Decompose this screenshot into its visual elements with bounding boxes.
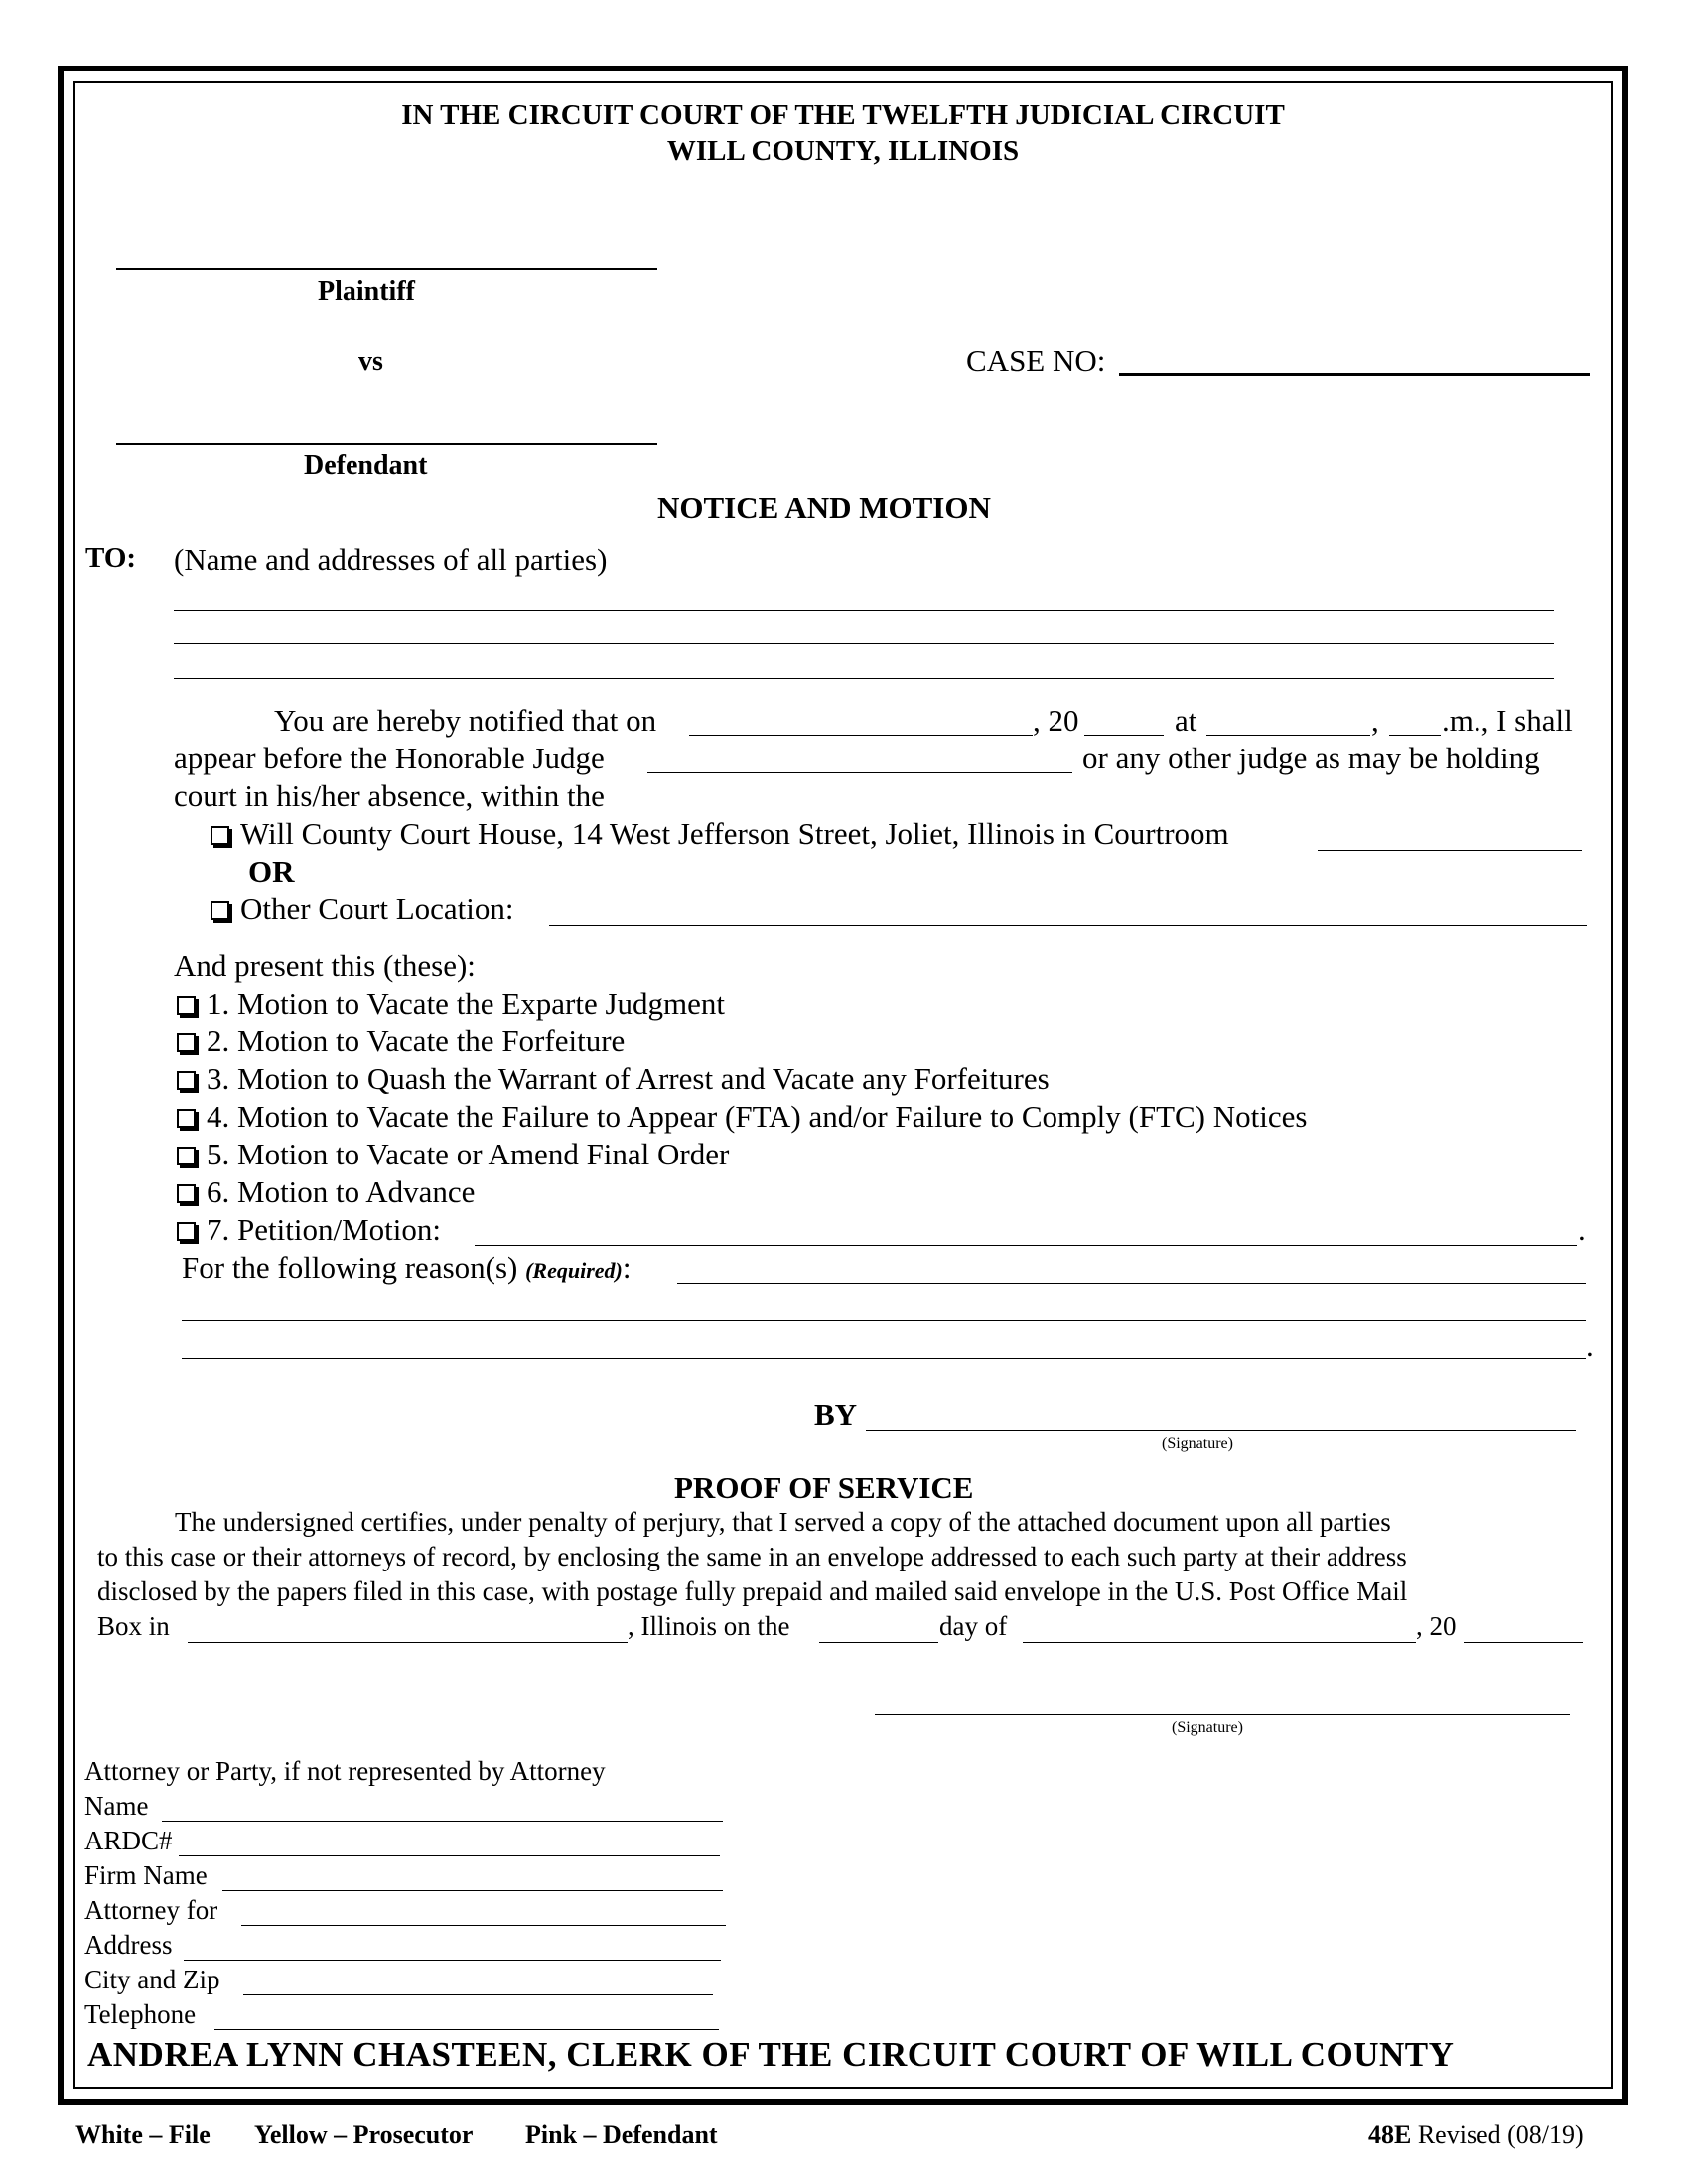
proof-line-3: disclosed by the papers filed in this case, with postage fully prepaid and mailed said envelope in the U.S. Post Office Mail bbox=[97, 1576, 1408, 1606]
movant-signature-field[interactable] bbox=[866, 1430, 1576, 1431]
reasons-label bbox=[182, 1250, 632, 1286]
judge-field[interactable] bbox=[647, 772, 1072, 773]
ardc-field[interactable] bbox=[179, 1855, 720, 1856]
service-month-field[interactable] bbox=[1023, 1642, 1416, 1643]
proof-illinois-on: , Illinois on the bbox=[628, 1611, 790, 1641]
county-heading: WILL COUNTY, ILLINOIS bbox=[666, 135, 1020, 167]
notice-text-2: appear before the Honorable Judge bbox=[174, 741, 605, 775]
ampm-field[interactable] bbox=[1389, 735, 1441, 736]
present-label: And present this (these): bbox=[174, 948, 476, 983]
telephone-label: Telephone bbox=[84, 1999, 197, 2029]
courthouse-label: Will County Court House, 14 West Jefferson Street, Joliet, Illinois in Courtroom bbox=[240, 816, 1229, 851]
proof-year-text: , 20 bbox=[1416, 1611, 1457, 1641]
parties-line-2[interactable] bbox=[174, 643, 1554, 644]
copy-yellow: Yellow – Prosecutor bbox=[254, 2120, 474, 2149]
other-location-checkbox[interactable] bbox=[211, 901, 229, 920]
notice-text-3: court in his/her absence, within the bbox=[174, 778, 605, 813]
form-number bbox=[1368, 2120, 1584, 2150]
motion-checkbox[interactable] bbox=[177, 1071, 196, 1090]
motion-checkbox[interactable] bbox=[177, 996, 196, 1015]
attorney-for-field[interactable] bbox=[241, 1925, 726, 1926]
reason-line-1[interactable] bbox=[677, 1283, 1586, 1284]
to-instruction: (Name and addresses of all parties) bbox=[174, 542, 608, 577]
service-year-field[interactable] bbox=[1464, 1642, 1583, 1643]
reason-period: . bbox=[1586, 1328, 1594, 1363]
motion-label: 2. Motion to Vacate the Forfeiture bbox=[207, 1024, 626, 1058]
motion-item[interactable] bbox=[177, 1174, 475, 1210]
motion-label: 6. Motion to Advance bbox=[207, 1174, 476, 1209]
defendant-line[interactable] bbox=[116, 443, 657, 445]
notice-year-text: , 20 bbox=[1033, 703, 1079, 738]
telephone-field[interactable] bbox=[214, 2029, 719, 2030]
to-label: TO: bbox=[85, 542, 137, 574]
other-location-field[interactable] bbox=[549, 925, 1587, 926]
courtroom-field[interactable] bbox=[1318, 850, 1582, 851]
motion-checkbox[interactable] bbox=[177, 1147, 196, 1165]
parties-line-3[interactable] bbox=[174, 678, 1554, 679]
notice-at-text: at bbox=[1175, 703, 1197, 738]
time-field[interactable] bbox=[1206, 735, 1370, 736]
plaintiff-label: Plaintiff bbox=[318, 276, 415, 307]
petition-field[interactable] bbox=[475, 1245, 1577, 1246]
reason-line-2[interactable] bbox=[182, 1320, 1586, 1321]
defendant-label: Defendant bbox=[304, 450, 428, 480]
city-zip-field[interactable] bbox=[243, 1994, 713, 1995]
petition-period: . bbox=[1578, 1212, 1586, 1247]
motion-label: 3. Motion to Quash the Warrant of Arrest and Vacate any Forfeitures bbox=[207, 1061, 1050, 1096]
firm-name-label: Firm Name bbox=[84, 1860, 208, 1890]
reasons-text: For the following reason(s) bbox=[182, 1250, 518, 1285]
location-other[interactable] bbox=[211, 891, 514, 927]
plaintiff-line[interactable] bbox=[116, 268, 657, 270]
proof-line-1: The undersigned certifies, under penalty of perjury, that I served a copy of the attached document upon all parties bbox=[175, 1507, 1391, 1537]
mailbox-city-field[interactable] bbox=[188, 1642, 628, 1643]
motion-checkbox[interactable] bbox=[177, 1222, 196, 1241]
server-signature-field[interactable] bbox=[875, 1714, 1570, 1715]
attorney-name-field[interactable] bbox=[162, 1821, 723, 1822]
address-field[interactable] bbox=[184, 1960, 721, 1961]
proof-line-2: to this case or their attorneys of record, by enclosing the same in an envelope addressed to each such party at their address bbox=[97, 1542, 1407, 1571]
proof-day-of: day of bbox=[939, 1611, 1008, 1641]
motion-checkbox[interactable] bbox=[177, 1033, 196, 1052]
motion-item[interactable] bbox=[177, 1099, 1307, 1135]
ardc-label: ARDC# bbox=[84, 1826, 173, 1855]
motion-item[interactable] bbox=[177, 1061, 1050, 1097]
attorney-heading: Attorney or Party, if not represented by Attorney bbox=[84, 1756, 606, 1786]
address-label: Address bbox=[84, 1930, 173, 1960]
service-day-field[interactable] bbox=[819, 1642, 938, 1643]
proof-title: PROOF OF SERVICE bbox=[674, 1470, 974, 1505]
revision-date: Revised (08/19) bbox=[1417, 2120, 1584, 2149]
motion-item[interactable] bbox=[177, 1212, 441, 1248]
signature-caption: (Signature) bbox=[1172, 1719, 1243, 1736]
clerk-name: ANDREA LYNN CHASTEEN, CLERK OF THE CIRCUIT COURT OF WILL COUNTY bbox=[87, 2035, 1455, 2074]
by-label: BY bbox=[814, 1397, 858, 1432]
motion-label: 4. Motion to Vacate the Failure to Appear (FTA) and/or Failure to Comply (FTC) Notices bbox=[207, 1099, 1308, 1134]
reasons-colon: : bbox=[622, 1250, 632, 1285]
motion-label: 5. Motion to Vacate or Amend Final Order bbox=[207, 1137, 730, 1171]
or-label: OR bbox=[248, 854, 295, 888]
case-no-label: CASE NO: bbox=[966, 343, 1106, 378]
motion-label: 1. Motion to Vacate the Exparte Judgment bbox=[207, 986, 726, 1021]
attorney-for-label: Attorney for bbox=[84, 1895, 218, 1925]
motion-checkbox[interactable] bbox=[177, 1184, 196, 1203]
motion-checkbox[interactable] bbox=[177, 1109, 196, 1128]
city-zip-label: City and Zip bbox=[84, 1965, 220, 1994]
other-location-label: Other Court Location: bbox=[240, 891, 514, 926]
motion-item[interactable] bbox=[177, 986, 725, 1022]
firm-name-field[interactable] bbox=[222, 1890, 723, 1891]
required-note: (Required) bbox=[525, 1258, 623, 1283]
location-courthouse[interactable] bbox=[211, 816, 1229, 852]
copy-pink: Pink – Defendant bbox=[525, 2120, 718, 2149]
motion-label: 7. Petition/Motion: bbox=[207, 1212, 441, 1247]
vs-label: vs bbox=[358, 346, 383, 377]
notice-text-1: You are hereby notified that on bbox=[274, 703, 657, 738]
motion-item[interactable] bbox=[177, 1137, 729, 1172]
motion-item[interactable] bbox=[177, 1024, 625, 1059]
page-title: NOTICE AND MOTION bbox=[657, 490, 991, 525]
courthouse-checkbox[interactable] bbox=[211, 826, 229, 845]
copy-white: White – File bbox=[75, 2120, 211, 2149]
proof-box-in: Box in bbox=[97, 1611, 170, 1641]
year-field[interactable] bbox=[1084, 735, 1164, 736]
reason-line-3[interactable] bbox=[182, 1358, 1586, 1359]
notice-comma: , bbox=[1371, 703, 1379, 738]
notice-text-2b: or any other judge as may be holding bbox=[1082, 741, 1540, 775]
notice-ishall-text: .m., I shall bbox=[1442, 703, 1573, 738]
case-no-field[interactable] bbox=[1119, 373, 1590, 376]
attorney-name-label: Name bbox=[84, 1791, 149, 1821]
court-heading: IN THE CIRCUIT COURT OF THE TWELFTH JUDICIAL CIRCUIT bbox=[401, 99, 1285, 131]
date-field[interactable] bbox=[689, 735, 1033, 736]
parties-line-1[interactable] bbox=[174, 610, 1554, 611]
form-code: 48E bbox=[1368, 2120, 1412, 2149]
signature-caption: (Signature) bbox=[1162, 1435, 1233, 1452]
